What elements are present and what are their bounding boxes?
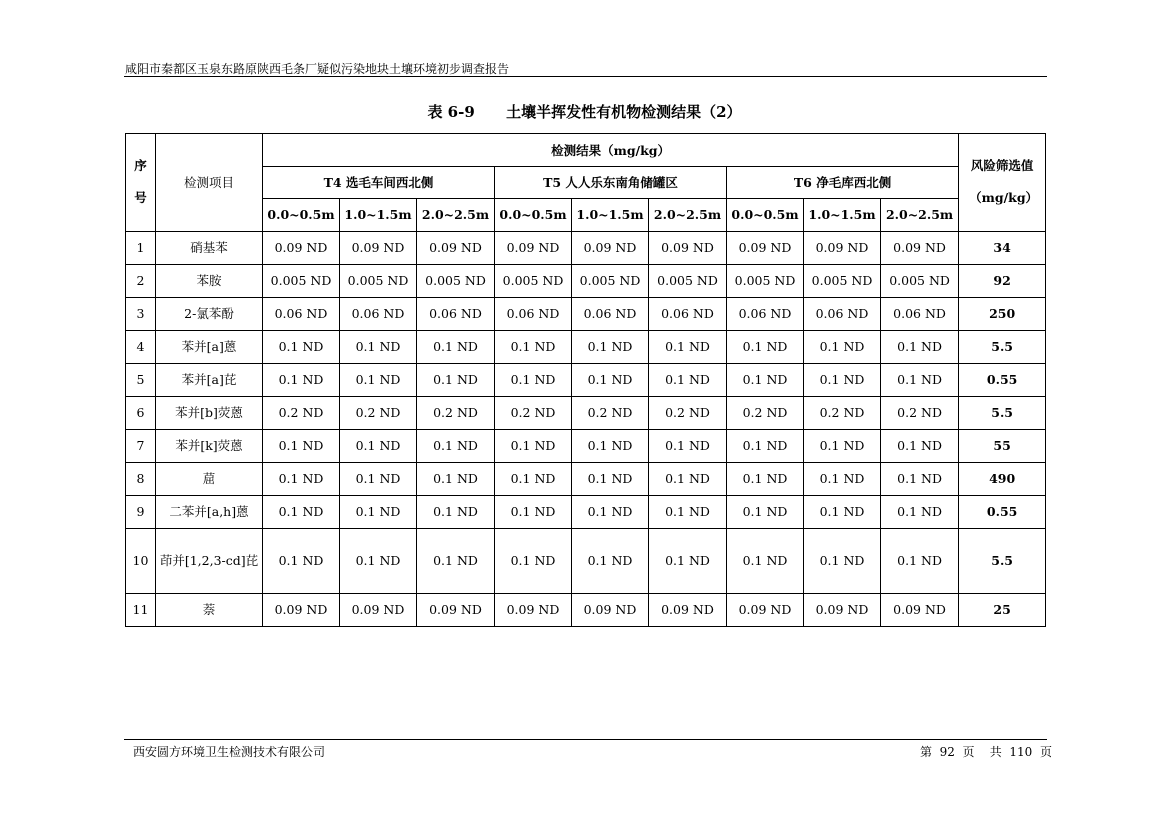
result-cell: 0.1 ND bbox=[263, 462, 340, 495]
risk-value: 490 bbox=[959, 462, 1046, 495]
result-cell: 0.2 ND bbox=[263, 396, 340, 429]
risk-value: 55 bbox=[959, 429, 1046, 462]
result-cell: 0.06 ND bbox=[572, 297, 649, 330]
row-number: 1 bbox=[126, 231, 156, 264]
row-item-name: 苯并[b]荧蒽 bbox=[156, 396, 263, 429]
result-cell: 0.1 ND bbox=[572, 429, 649, 462]
result-cell: 0.005 ND bbox=[572, 264, 649, 297]
table-row bbox=[126, 593, 1046, 626]
table-row bbox=[126, 429, 1046, 462]
result-cell: 0.1 ND bbox=[263, 363, 340, 396]
result-cell: 0.2 ND bbox=[572, 396, 649, 429]
row-number: 5 bbox=[126, 363, 156, 396]
table-row bbox=[126, 231, 1046, 264]
risk-value: 250 bbox=[959, 297, 1046, 330]
result-cell: 0.1 ND bbox=[804, 528, 881, 593]
result-cell: 0.1 ND bbox=[340, 429, 417, 462]
result-cell: 0.09 ND bbox=[727, 593, 804, 626]
result-cell: 0.06 ND bbox=[649, 297, 727, 330]
risk-value: 5.5 bbox=[959, 330, 1046, 363]
result-cell: 0.1 ND bbox=[804, 330, 881, 363]
result-cell: 0.005 ND bbox=[340, 264, 417, 297]
header-risk: 风险筛选值（mg/kg） bbox=[959, 134, 1046, 232]
table-row bbox=[126, 396, 1046, 429]
row-item-name: 䓛 bbox=[156, 462, 263, 495]
row-number: 11 bbox=[126, 593, 156, 626]
result-cell: 0.1 ND bbox=[340, 330, 417, 363]
footer-page-number: 第 92 页 共 110 页 bbox=[920, 745, 1052, 759]
row-item-name: 硝基苯 bbox=[156, 231, 263, 264]
result-cell: 0.005 ND bbox=[263, 264, 340, 297]
depth-header: 2.0~2.5m bbox=[417, 199, 495, 232]
result-cell: 0.1 ND bbox=[727, 429, 804, 462]
result-cell: 0.06 ND bbox=[340, 297, 417, 330]
risk-value: 0.55 bbox=[959, 495, 1046, 528]
result-cell: 0.005 ND bbox=[417, 264, 495, 297]
result-cell: 0.2 ND bbox=[649, 396, 727, 429]
result-cell: 0.005 ND bbox=[495, 264, 572, 297]
result-cell: 0.1 ND bbox=[572, 363, 649, 396]
result-cell: 0.09 ND bbox=[263, 231, 340, 264]
result-cell: 0.09 ND bbox=[263, 593, 340, 626]
result-cell: 0.1 ND bbox=[881, 363, 959, 396]
result-cell: 0.1 ND bbox=[727, 330, 804, 363]
depth-header: 1.0~1.5m bbox=[804, 199, 881, 232]
result-cell: 0.09 ND bbox=[572, 231, 649, 264]
row-item-name: 二苯并[a,h]蒽 bbox=[156, 495, 263, 528]
result-cell: 0.1 ND bbox=[263, 495, 340, 528]
result-cell: 0.1 ND bbox=[649, 363, 727, 396]
depth-header: 2.0~2.5m bbox=[881, 199, 959, 232]
result-cell: 0.2 ND bbox=[417, 396, 495, 429]
risk-value: 5.5 bbox=[959, 396, 1046, 429]
result-cell: 0.09 ND bbox=[649, 593, 727, 626]
result-cell: 0.1 ND bbox=[727, 495, 804, 528]
footer-divider bbox=[124, 739, 1047, 740]
result-cell: 0.09 ND bbox=[495, 593, 572, 626]
result-cell: 0.1 ND bbox=[572, 528, 649, 593]
result-cell: 0.005 ND bbox=[727, 264, 804, 297]
result-cell: 0.1 ND bbox=[881, 495, 959, 528]
row-number: 4 bbox=[126, 330, 156, 363]
result-cell: 0.06 ND bbox=[263, 297, 340, 330]
result-cell: 0.1 ND bbox=[804, 429, 881, 462]
row-number: 3 bbox=[126, 297, 156, 330]
result-cell: 0.2 ND bbox=[881, 396, 959, 429]
row-item-name: 苯并[a]芘 bbox=[156, 363, 263, 396]
result-cell: 0.1 ND bbox=[495, 330, 572, 363]
result-cell: 0.1 ND bbox=[649, 528, 727, 593]
result-cell: 0.1 ND bbox=[804, 495, 881, 528]
result-cell: 0.09 ND bbox=[495, 231, 572, 264]
row-item-name: 2-氯苯酚 bbox=[156, 297, 263, 330]
result-cell: 0.06 ND bbox=[727, 297, 804, 330]
result-cell: 0.1 ND bbox=[417, 462, 495, 495]
result-cell: 0.06 ND bbox=[495, 297, 572, 330]
result-cell: 0.1 ND bbox=[495, 528, 572, 593]
table-row bbox=[126, 495, 1046, 528]
report-header-title: 咸阳市秦都区玉泉东路原陕西毛条厂疑似污染地块土壤环境初步调查报告 bbox=[125, 62, 510, 76]
depth-header: 0.0~0.5m bbox=[263, 199, 340, 232]
risk-value: 0.55 bbox=[959, 363, 1046, 396]
table-row bbox=[126, 363, 1046, 396]
result-cell: 0.1 ND bbox=[804, 363, 881, 396]
result-cell: 0.1 ND bbox=[417, 363, 495, 396]
row-number: 10 bbox=[126, 528, 156, 593]
header-seq: 序号 bbox=[126, 134, 156, 232]
result-cell: 0.005 ND bbox=[881, 264, 959, 297]
row-item-name: 苯并[k]荧蒽 bbox=[156, 429, 263, 462]
row-item-name: 苯胺 bbox=[156, 264, 263, 297]
row-number: 7 bbox=[126, 429, 156, 462]
result-cell: 0.005 ND bbox=[649, 264, 727, 297]
result-cell: 0.1 ND bbox=[263, 330, 340, 363]
result-cell: 0.2 ND bbox=[727, 396, 804, 429]
result-cell: 0.1 ND bbox=[881, 429, 959, 462]
result-cell: 0.1 ND bbox=[263, 528, 340, 593]
results-table bbox=[125, 133, 1046, 627]
result-cell: 0.09 ND bbox=[804, 231, 881, 264]
result-cell: 0.1 ND bbox=[649, 330, 727, 363]
result-cell: 0.06 ND bbox=[804, 297, 881, 330]
depth-header: 1.0~1.5m bbox=[340, 199, 417, 232]
result-cell: 0.1 ND bbox=[727, 528, 804, 593]
result-cell: 0.09 ND bbox=[340, 231, 417, 264]
group-header-t5: T5 人人乐东南角储罐区 bbox=[495, 166, 727, 199]
result-cell: 0.1 ND bbox=[727, 462, 804, 495]
result-cell: 0.09 ND bbox=[417, 593, 495, 626]
result-cell: 0.1 ND bbox=[572, 462, 649, 495]
result-cell: 0.1 ND bbox=[881, 330, 959, 363]
row-item-name: 茚并[1,2,3-cd]芘 bbox=[156, 528, 263, 593]
table-row bbox=[126, 330, 1046, 363]
risk-value: 25 bbox=[959, 593, 1046, 626]
result-cell: 0.06 ND bbox=[881, 297, 959, 330]
row-number: 9 bbox=[126, 495, 156, 528]
result-cell: 0.09 ND bbox=[881, 593, 959, 626]
group-header-t6: T6 净毛库西北侧 bbox=[727, 166, 959, 199]
row-number: 2 bbox=[126, 264, 156, 297]
result-cell: 0.1 ND bbox=[417, 495, 495, 528]
result-cell: 0.1 ND bbox=[881, 528, 959, 593]
result-cell: 0.1 ND bbox=[572, 330, 649, 363]
result-cell: 0.1 ND bbox=[417, 429, 495, 462]
result-cell: 0.1 ND bbox=[495, 495, 572, 528]
table-row bbox=[126, 297, 1046, 330]
risk-value: 5.5 bbox=[959, 528, 1046, 593]
result-cell: 0.1 ND bbox=[263, 429, 340, 462]
table-row bbox=[126, 462, 1046, 495]
result-cell: 0.1 ND bbox=[340, 462, 417, 495]
result-cell: 0.1 ND bbox=[340, 528, 417, 593]
result-cell: 0.2 ND bbox=[804, 396, 881, 429]
results-table-body bbox=[126, 231, 1046, 626]
depth-header: 1.0~1.5m bbox=[572, 199, 649, 232]
result-cell: 0.005 ND bbox=[804, 264, 881, 297]
risk-value: 34 bbox=[959, 231, 1046, 264]
result-cell: 0.1 ND bbox=[804, 462, 881, 495]
result-cell: 0.2 ND bbox=[495, 396, 572, 429]
result-cell: 0.1 ND bbox=[495, 363, 572, 396]
depth-header: 2.0~2.5m bbox=[649, 199, 727, 232]
result-cell: 0.09 ND bbox=[572, 593, 649, 626]
result-cell: 0.1 ND bbox=[881, 462, 959, 495]
row-number: 8 bbox=[126, 462, 156, 495]
result-cell: 0.09 ND bbox=[881, 231, 959, 264]
result-cell: 0.1 ND bbox=[649, 495, 727, 528]
depth-header: 0.0~0.5m bbox=[495, 199, 572, 232]
result-cell: 0.09 ND bbox=[727, 231, 804, 264]
result-cell: 0.1 ND bbox=[495, 429, 572, 462]
result-cell: 0.1 ND bbox=[649, 462, 727, 495]
result-cell: 0.2 ND bbox=[340, 396, 417, 429]
result-cell: 0.09 ND bbox=[649, 231, 727, 264]
table-caption: 表 6-9 土壤半挥发性有机物检测结果（2） bbox=[427, 103, 742, 121]
result-cell: 0.1 ND bbox=[340, 495, 417, 528]
table-row bbox=[126, 264, 1046, 297]
result-cell: 0.09 ND bbox=[417, 231, 495, 264]
row-item-name: 苯并[a]蒽 bbox=[156, 330, 263, 363]
risk-value: 92 bbox=[959, 264, 1046, 297]
group-header-t4: T4 选毛车间西北侧 bbox=[263, 166, 495, 199]
result-cell: 0.1 ND bbox=[572, 495, 649, 528]
row-item-name: 萘 bbox=[156, 593, 263, 626]
result-cell: 0.1 ND bbox=[417, 330, 495, 363]
result-cell: 0.09 ND bbox=[804, 593, 881, 626]
header-divider bbox=[124, 76, 1047, 77]
result-cell: 0.1 ND bbox=[727, 363, 804, 396]
header-results: 检测结果（mg/kg） bbox=[263, 134, 959, 167]
result-cell: 0.1 ND bbox=[649, 429, 727, 462]
depth-header: 0.0~0.5m bbox=[727, 199, 804, 232]
result-cell: 0.06 ND bbox=[417, 297, 495, 330]
result-cell: 0.1 ND bbox=[495, 462, 572, 495]
result-cell: 0.1 ND bbox=[417, 528, 495, 593]
footer-company: 西安圆方环境卫生检测技术有限公司 bbox=[133, 745, 326, 759]
header-item: 检测项目 bbox=[156, 134, 263, 232]
result-cell: 0.1 ND bbox=[340, 363, 417, 396]
row-number: 6 bbox=[126, 396, 156, 429]
result-cell: 0.09 ND bbox=[340, 593, 417, 626]
table-row bbox=[126, 528, 1046, 593]
